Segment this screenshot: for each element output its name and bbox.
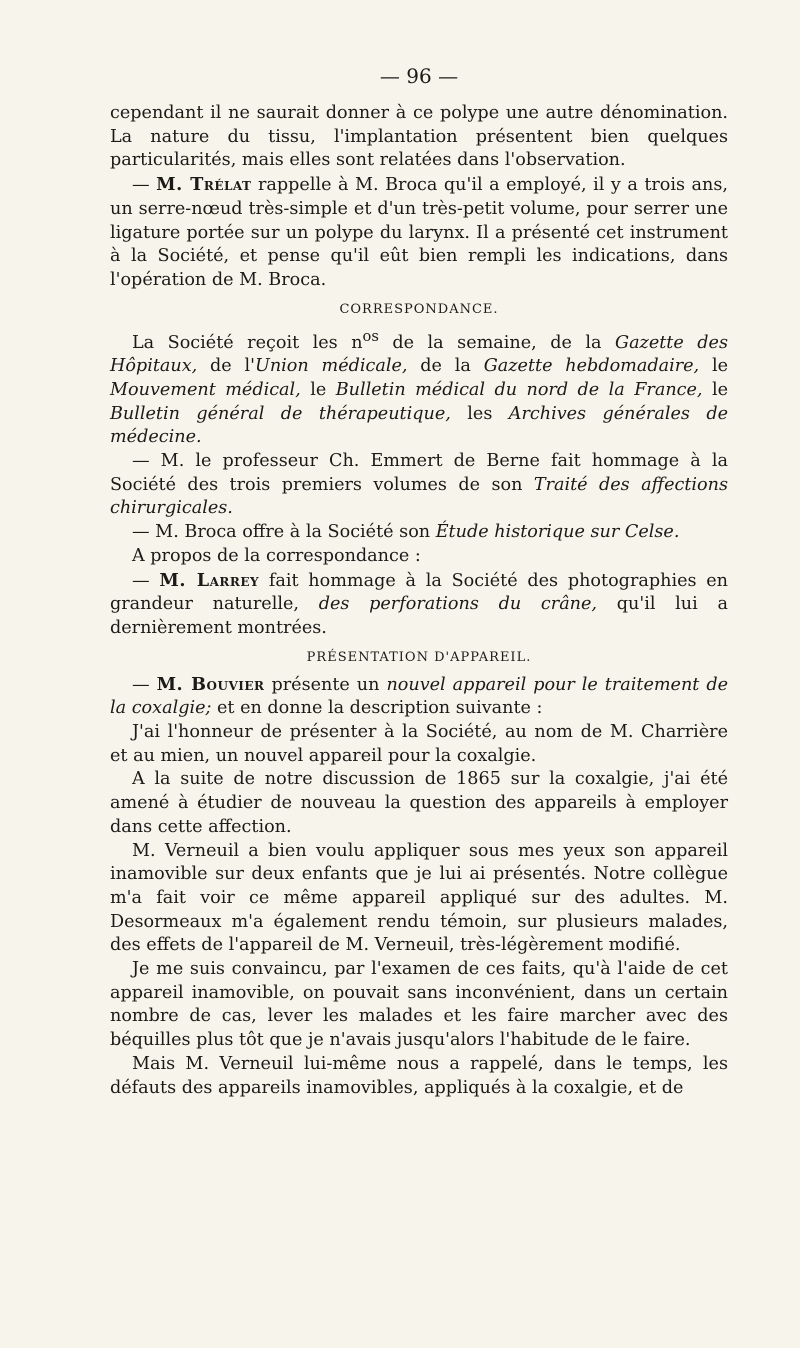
paragraph-verneuil: M. Verneuil a bien voulu appliquer sous mes yeux son appareil inamovible sur deux enfants que je lui ai présentés. Notre collègue m'a fait voir ce même appareil appliqué sur des adultes. M. Desormeaux m'a également rendu témoin, sur plusieurs malades, des effets de l'appareil de M. Verneuil, très-légèrement modifié. [110,840,728,956]
speaker-name: M. Trélat [156,174,252,196]
paragraph-broca-offer: — M. Broca offre à la Société son Étude historique sur Celse. [132,522,680,543]
paragraph-convaincu: Je me suis convaincu, par l'examen de ces faits, qu'à l'aide de cet appareil inamovible, on pouvait sans inconvénient, dans un certain nombre de cas, lever les malades et les faire marcher avec des béquilles plus tôt que je n'avais jusqu'alors l'habitude de le faire. [110,959,728,1051]
paragraph-journals: La Société reçoit les $n^{os}$ de la semaine, de la Gazette des Hôpitaux, de l'Union médicale, de la Gazette hebdomadaire, le Mouvement médical, le Bulletin médical du nord de la France, le Bulletin général de thérapeutique, les Archives générales de médecine. [110,327,728,448]
paragraph-larrey: — M. Larrey fait hommage à la Société des photographies en grandeur naturelle, des perforations du crâne, qu'il lui a dernièrement montrées. [110,569,729,638]
paragraph-trelat: — M. Trélat rappelle à M. Broca qu'il a employé, il y a trois ans, un serre-nœud très-simple et d'un très-petit volume, pour serrer une ligature portée sur un polype du larynx. Il a présenté cet instrument à la Société, et pense qu'il eût bien rempli les indications, dans l'opération de M. Broca. [110,174,728,290]
speaker-name: M. Bouvier [156,673,265,695]
page-number: — 96 — [379,64,459,88]
paragraph-propos: A propos de la correspondance : [132,545,421,566]
speaker-name: M. Larrey [159,569,260,591]
paragraph-emmert: — M. le professeur Ch. Emmert de Berne fait hommage à la Société des trois premiers volumes de son Traité des affections chirurgicales. [110,451,728,519]
paragraph-bouvier: — M. Bouvier présente un nouvel appareil pour le traitement de la coxalgie; et en donne la description suivante : [110,673,728,719]
paragraph-1: cependant il ne saurait donner à ce polype une autre dénomination. La nature du tissu, l'implantation présentent bien quelques particularités, mais elles sont relatées dans l'observation. [110,103,728,171]
paragraph-honneur: J'ai l'honneur de présenter à la Société, au nom de M. Charrière et au mien, un nouvel appareil pour la coxalgie. [110,722,728,766]
section-heading-correspondance: CORRESPONDANCE. [339,301,499,317]
section-heading-presentation: PRÉSENTATION D'APPAREIL. [306,649,532,665]
paragraph-discussion: A la suite de notre discussion de 1865 sur la coxalgie, j'ai été amené à étudier de nouveau la question des appareils à employer dans cette affection. [110,769,728,837]
paragraph-mais: Mais M. Verneuil lui-même nous a rappelé, dans le temps, les défauts des appareils inamovibles, appliqués à la coxalgie, et de [110,1053,728,1098]
